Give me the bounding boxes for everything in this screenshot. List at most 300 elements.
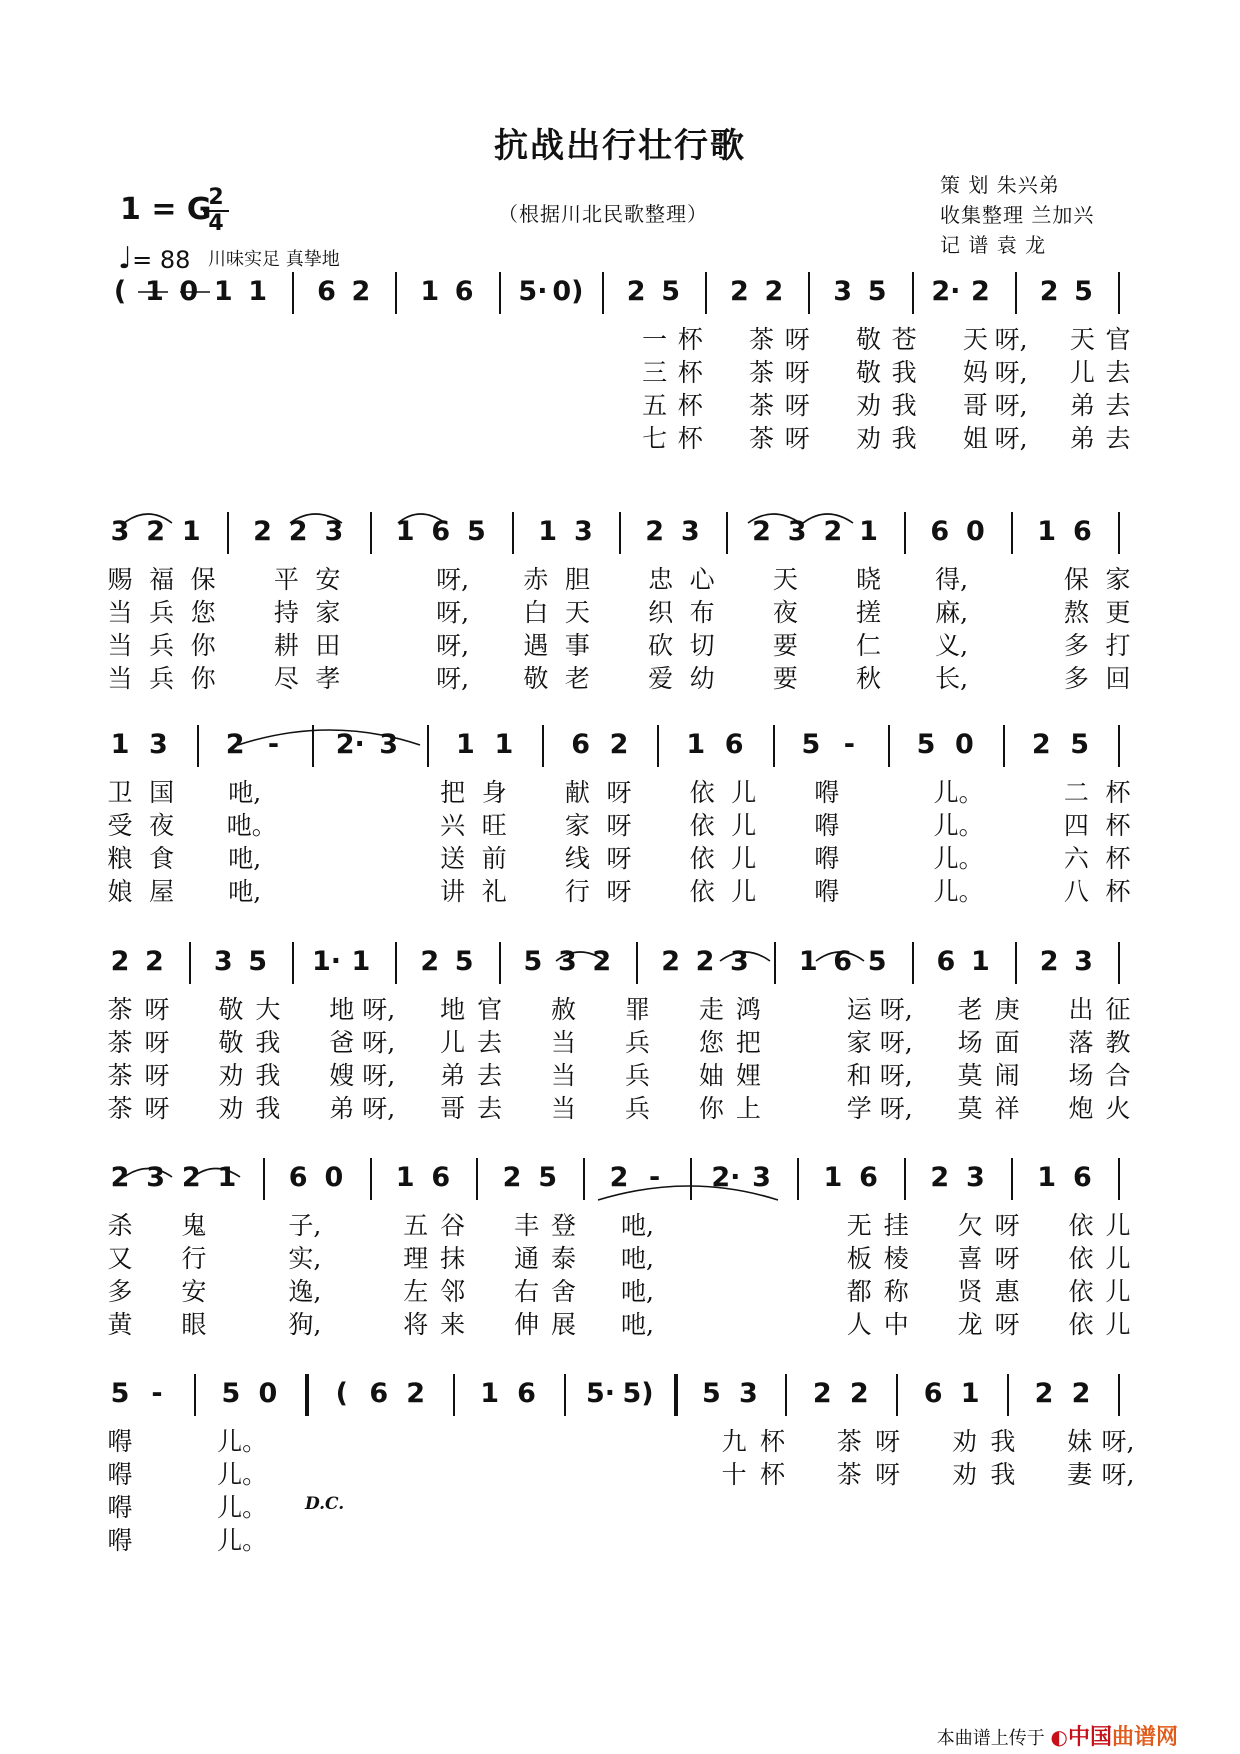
note: 1· xyxy=(311,946,341,977)
lyric-syllable: 粮 xyxy=(107,844,133,873)
lyric-syllable: 儿。 xyxy=(217,1427,268,1456)
footer-text: 本曲谱上传于 xyxy=(936,1728,1045,1749)
lyric-syllable: 把 xyxy=(440,778,466,807)
lyric-syllable: 苍 xyxy=(891,325,917,354)
lyric-syllable: 祥 xyxy=(994,1094,1020,1123)
note: 2· xyxy=(711,1162,741,1193)
lyric-syllable: 去 xyxy=(1105,358,1131,387)
lyric-syllable: 幼 xyxy=(689,664,715,693)
lyric-syllable: 嘚 xyxy=(814,877,840,906)
lyric-syllable: 呀, xyxy=(362,995,396,1024)
note: 2 xyxy=(592,946,612,977)
lyric-syllable: 去 xyxy=(477,1061,503,1090)
lyric-syllable: 行 xyxy=(181,1244,207,1273)
note: 2 xyxy=(645,516,665,547)
lyric-syllable: 左 xyxy=(403,1277,429,1306)
note: 2 xyxy=(1031,729,1051,760)
lyric-syllable: 老 xyxy=(564,664,590,693)
lyric-syllable: 鸿 xyxy=(735,995,761,1024)
lyric-syllable: 你 xyxy=(190,631,216,660)
lyric-syllable: 黄 xyxy=(107,1310,133,1339)
note: 3 xyxy=(148,729,168,760)
note: 1 xyxy=(456,729,475,760)
note: 2· xyxy=(931,276,961,307)
note: 5 xyxy=(221,1378,241,1409)
lyric-syllable: 哥 xyxy=(440,1094,466,1123)
lyric-syllable: 呀 xyxy=(144,1061,170,1090)
slur xyxy=(124,1169,172,1178)
note: 1 xyxy=(110,729,130,760)
lyric-syllable: 五 xyxy=(642,391,668,420)
lyric-syllable: 呀, xyxy=(1101,1427,1135,1456)
lyric-syllable: 呀, xyxy=(879,1061,913,1090)
lyric-syllable: 搓 xyxy=(855,598,881,627)
subtitle: （根据川北民歌整理） xyxy=(498,202,708,226)
lyric-syllable: 麻, xyxy=(935,598,969,627)
note: 6 xyxy=(923,1378,943,1409)
note: 1 xyxy=(395,1162,415,1193)
lyric-syllable: 场 xyxy=(1068,1061,1094,1090)
lyric-syllable: 十 xyxy=(721,1460,747,1489)
lyric-syllable: 爱 xyxy=(648,664,674,693)
note: 1 xyxy=(823,1162,843,1193)
lyric-syllable: 呀, xyxy=(436,598,470,627)
lyric-syllable: 夜 xyxy=(149,811,175,840)
lyric-syllable: 闹 xyxy=(994,1061,1020,1090)
note: 2 xyxy=(730,276,749,307)
tie xyxy=(238,730,420,745)
lyric-syllable: 卫 xyxy=(107,778,133,807)
lyric-syllable: 贤 xyxy=(957,1277,983,1306)
lyric-syllable: 板 xyxy=(846,1244,872,1273)
lyric-syllable: 依 xyxy=(1068,1277,1094,1306)
note: 5 xyxy=(801,729,821,760)
lyric-syllable: 儿。 xyxy=(933,811,984,840)
lyric-syllable: 吔, xyxy=(228,844,262,873)
lyric-syllable: 呀, xyxy=(994,424,1028,453)
note: 6 xyxy=(431,1162,451,1193)
note: 2 xyxy=(609,729,629,760)
lyric-syllable: 呀, xyxy=(436,664,470,693)
lyric-syllable: 妹 xyxy=(1067,1427,1093,1456)
lyric-syllable: 儿 xyxy=(1105,1211,1131,1240)
lyric-syllable: 仁 xyxy=(855,631,881,660)
lyric-syllable: 莫 xyxy=(957,1094,983,1123)
lyric-syllable: 欠 xyxy=(957,1211,983,1240)
lyric-syllable: 依 xyxy=(1068,1211,1094,1240)
lyric-syllable: 弟 xyxy=(1069,424,1095,453)
lyric-syllable: 炮 xyxy=(1068,1094,1094,1123)
lyric-syllable: 熬 xyxy=(1063,598,1089,627)
lyric-syllable: 多 xyxy=(1063,664,1089,693)
note: 5· xyxy=(585,1378,616,1409)
note: 1 xyxy=(798,946,818,977)
note: 2 xyxy=(752,516,771,547)
lyric-syllable: 七 xyxy=(642,424,668,453)
note: 2 xyxy=(351,276,371,307)
lyric-syllable: 呀 xyxy=(784,424,810,453)
lyric-syllable: 和 xyxy=(846,1061,872,1090)
lyric-syllable: 呀, xyxy=(879,1028,913,1057)
note: 6 xyxy=(833,946,853,977)
lyric-syllable: 当 xyxy=(551,1061,577,1090)
lyric-syllable: 呀, xyxy=(436,565,470,594)
note: 3 xyxy=(557,946,577,977)
lyric-syllable: 呀 xyxy=(994,1244,1020,1273)
lyric-syllable: 呀, xyxy=(994,325,1028,354)
lyric-syllable: 二 xyxy=(1063,778,1089,807)
lyric-syllable: 学 xyxy=(846,1094,872,1123)
expression-marking: 川味实足 真挚地 xyxy=(208,249,340,270)
lyric-syllable: 家 xyxy=(315,598,341,627)
lyric-syllable: 儿 xyxy=(731,877,757,906)
lyric-syllable: 去 xyxy=(1105,424,1131,453)
lyric-syllable: 老 xyxy=(957,995,983,1024)
lyric-syllable: 劝 xyxy=(855,391,881,420)
note: 3 xyxy=(573,516,593,547)
note: 0 xyxy=(324,1162,344,1193)
lyric-syllable: 要 xyxy=(772,664,798,693)
lyric-syllable: 儿。 xyxy=(933,877,984,906)
note: 6 xyxy=(1072,516,1092,547)
lyric-syllable: 当 xyxy=(107,631,133,660)
lyric-syllable: 惠 xyxy=(994,1277,1020,1306)
lyric-syllable: 呀, xyxy=(1101,1460,1135,1489)
lyric-syllable: 前 xyxy=(481,844,507,873)
slur xyxy=(290,514,342,523)
note: 6 xyxy=(317,276,336,307)
note: 6 xyxy=(936,946,956,977)
note: 5 xyxy=(1070,729,1089,760)
lyric-syllable: 伸 xyxy=(514,1310,540,1339)
lyric-syllable: 呀, xyxy=(994,391,1028,420)
lyric-syllable: 呀, xyxy=(362,1094,396,1123)
lyric-syllable: 杯 xyxy=(1105,811,1131,840)
lyric-syllable: 儿 xyxy=(440,1028,466,1057)
lyric-syllable: 保 xyxy=(1063,565,1089,594)
lyric-syllable: 送 xyxy=(440,844,466,873)
lyric-syllable: 茶 xyxy=(107,995,133,1024)
lyric-syllable: 您 xyxy=(698,1028,724,1057)
lyric-syllable: 将 xyxy=(403,1310,429,1339)
lyric-syllable: 晓 xyxy=(855,565,881,594)
note: 2 xyxy=(930,1162,950,1193)
lyric-syllable: 吔, xyxy=(228,877,262,906)
lyric-syllable: 呀 xyxy=(784,325,810,354)
lyric-syllable: 姐 xyxy=(962,424,988,453)
lyric-syllable: 国 xyxy=(149,778,175,807)
lyric-syllable: 安 xyxy=(181,1277,207,1306)
lyric-syllable: 孝 xyxy=(315,664,341,693)
lyric-syllable: 爸 xyxy=(329,1028,355,1057)
slur xyxy=(803,514,853,523)
lyric-syllable: 茶 xyxy=(749,424,775,453)
note: 6 xyxy=(517,1378,536,1409)
lyric-syllable: 白 xyxy=(523,598,549,627)
note: 2 xyxy=(110,1162,130,1193)
lyric-syllable: 吔, xyxy=(620,1244,654,1273)
lyric-syllable: 家 xyxy=(564,811,590,840)
lyric-syllable: 依 xyxy=(1068,1310,1094,1339)
credit-line: 记 谱 袁 龙 xyxy=(940,233,1047,257)
time-numerator: 2 xyxy=(208,185,224,210)
lyric-syllable: 茶 xyxy=(107,1028,133,1057)
lyric-syllable: 弟 xyxy=(440,1061,466,1090)
lyric-syllable: 杯 xyxy=(677,325,703,354)
note: 5 xyxy=(702,1378,721,1409)
lyric-syllable: 又 xyxy=(107,1244,133,1273)
note: 1 xyxy=(213,276,233,307)
lyric-syllable: 依 xyxy=(689,844,715,873)
note: 5) xyxy=(622,1378,654,1409)
credit-line: 策 划 朱兴弟 xyxy=(940,173,1060,197)
lyric-syllable: 心 xyxy=(689,565,715,594)
lyric-syllable: 我 xyxy=(255,1028,281,1057)
note: 0) xyxy=(552,276,584,307)
lyric-syllable: 妈 xyxy=(962,358,988,387)
lyric-syllable: 展 xyxy=(551,1310,577,1339)
lyric-syllable: 去 xyxy=(477,1094,503,1123)
lyric-syllable: 儿 xyxy=(1105,1244,1131,1273)
note: 2 xyxy=(1071,1378,1091,1409)
note: 6 xyxy=(454,276,474,307)
tempo-value: = 88 xyxy=(132,246,191,274)
lyric-syllable: 九 xyxy=(721,1427,747,1456)
lyric-syllable: 兵 xyxy=(149,631,175,660)
lyric-syllable: 邻 xyxy=(440,1277,466,1306)
site-logo-icon: ◐ xyxy=(1050,1725,1068,1749)
note: 1 xyxy=(859,516,878,547)
lyric-syllable: 儿 xyxy=(731,778,757,807)
lyric-syllable: 茶 xyxy=(749,325,775,354)
note: 6 xyxy=(288,1162,308,1193)
lyric-syllable: 呀, xyxy=(994,358,1028,387)
lyric-syllable: 我 xyxy=(891,424,917,453)
lyric-syllable: 事 xyxy=(564,631,590,660)
note: 1 xyxy=(395,516,415,547)
note: 2 xyxy=(1039,276,1059,307)
slur xyxy=(193,1169,240,1178)
note: 5 xyxy=(523,946,543,977)
lyric-syllable: 敬 xyxy=(855,325,881,354)
lyric-syllable: 儿。 xyxy=(217,1526,268,1555)
lyric-syllable: 敬 xyxy=(218,1028,244,1057)
lyric-syllable: 敬 xyxy=(855,358,881,387)
lyric-syllable: 杯 xyxy=(760,1460,786,1489)
lyric-syllable: 无 xyxy=(846,1211,872,1240)
lyric-syllable: 当 xyxy=(551,1028,577,1057)
note: 2 xyxy=(609,1162,629,1193)
lyric-syllable: 当 xyxy=(107,664,133,693)
lyric-syllable: 依 xyxy=(689,877,715,906)
lyric-syllable: 线 xyxy=(564,844,590,873)
lyric-syllable: 呀 xyxy=(144,1028,170,1057)
lyric-syllable: 抹 xyxy=(440,1244,466,1273)
note: 1 xyxy=(217,1162,237,1193)
lyric-syllable: 茶 xyxy=(107,1061,133,1090)
note: ( xyxy=(335,1378,348,1409)
lyric-syllable: 官 xyxy=(1105,325,1131,354)
lyric-syllable: 呀 xyxy=(994,1310,1020,1339)
lyric-syllable: 依 xyxy=(1068,1244,1094,1273)
lyric-syllable: 通 xyxy=(514,1244,540,1273)
lyric-syllable: 莫 xyxy=(957,1061,983,1090)
note: 2 xyxy=(823,516,843,547)
note: 2 xyxy=(288,516,308,547)
lyric-syllable: 儿。 xyxy=(217,1460,268,1489)
lyric-syllable: 儿。 xyxy=(933,844,984,873)
lyric-syllable: 呀 xyxy=(606,778,632,807)
lyric-syllable: 杯 xyxy=(677,358,703,387)
note: 2 xyxy=(626,276,646,307)
lyric-syllable: 茶 xyxy=(836,1427,862,1456)
note: 3 xyxy=(833,276,853,307)
lyric-syllable: 织 xyxy=(648,598,674,627)
lyric-syllable: 旺 xyxy=(481,811,507,840)
lyric-syllable: 吔, xyxy=(620,1211,654,1240)
note: 3 xyxy=(738,1378,758,1409)
lyric-syllable: 赐 xyxy=(107,565,133,594)
lyric-syllable: 呀 xyxy=(144,995,170,1024)
slur xyxy=(720,952,770,961)
note: 1 xyxy=(686,729,706,760)
lyric-syllable: 出 xyxy=(1068,995,1094,1024)
note: 2 xyxy=(420,946,440,977)
lyric-syllable: 家 xyxy=(846,1028,872,1057)
lyric-syllable: 杯 xyxy=(1105,778,1131,807)
lyric-syllable: 多 xyxy=(107,1277,133,1306)
lyric-syllable: 吔, xyxy=(620,1277,654,1306)
lyric-syllable: 龙 xyxy=(957,1310,983,1339)
lyric-syllable: 我 xyxy=(255,1061,281,1090)
lyric-syllable: 持 xyxy=(273,598,299,627)
lyric-syllable: 保 xyxy=(190,565,216,594)
note: - xyxy=(843,729,855,760)
note: 3 xyxy=(730,946,749,977)
lyric-syllable: 呀 xyxy=(875,1427,901,1456)
lyric-syllable: 要 xyxy=(772,631,798,660)
lyric-syllable: 茶 xyxy=(749,391,775,420)
lyric-syllable: 劝 xyxy=(951,1460,977,1489)
lyric-syllable: 呀 xyxy=(784,358,810,387)
lyric-syllable: 赤 xyxy=(523,565,549,594)
lyric-syllable: 狗, xyxy=(288,1310,322,1339)
lyric-syllable: 劝 xyxy=(855,424,881,453)
lyric-syllable: 登 xyxy=(551,1211,577,1240)
lyric-syllable: 忠 xyxy=(648,565,674,594)
note: 1 xyxy=(1037,516,1057,547)
lyric-syllable: 嘚 xyxy=(814,811,840,840)
lyric-syllable: 理 xyxy=(403,1244,429,1273)
note: 1 xyxy=(1037,1162,1057,1193)
note: - xyxy=(267,729,280,760)
lyric-syllable: 回 xyxy=(1105,664,1131,693)
note: 3 xyxy=(110,516,130,547)
note: 2 xyxy=(145,946,164,977)
lyric-syllable: 地 xyxy=(329,995,355,1024)
lyric-syllable: 呀 xyxy=(994,1211,1020,1240)
lyric-syllable: 兵 xyxy=(149,598,175,627)
lyric-syllable: 称 xyxy=(883,1277,909,1306)
note: 3 xyxy=(146,1162,166,1193)
lyric-syllable: 棱 xyxy=(883,1244,909,1273)
lyric-syllable: 大 xyxy=(255,995,281,1024)
lyric-syllable: 喜 xyxy=(957,1244,983,1273)
note: 1 xyxy=(420,276,440,307)
lyric-syllable: 切 xyxy=(689,631,715,660)
note: 2 xyxy=(661,946,680,977)
slur xyxy=(816,952,864,961)
note: ( xyxy=(113,276,127,307)
lyric-syllable: 落 xyxy=(1068,1028,1094,1057)
lyric-syllable: 吔。 xyxy=(226,811,277,840)
lyric-syllable: 当 xyxy=(107,598,133,627)
lyric-syllable: 福 xyxy=(149,565,175,594)
lyric-syllable: 呀, xyxy=(362,1061,396,1090)
lyric-syllable: 讲 xyxy=(440,877,466,906)
lyric-syllable: 屋 xyxy=(149,877,175,906)
lyric-syllable: 行 xyxy=(564,877,590,906)
note: - xyxy=(649,1162,661,1193)
lyric-syllable: 天 xyxy=(772,565,798,594)
note: 6 xyxy=(431,516,451,547)
lyric-syllable: 杯 xyxy=(1105,877,1131,906)
note: 3 xyxy=(966,1162,985,1193)
lyric-syllable: 娘 xyxy=(107,877,133,906)
note: 6 xyxy=(724,729,744,760)
lyric-syllable: 儿 xyxy=(731,844,757,873)
note: 3 xyxy=(379,729,399,760)
note: 3 xyxy=(752,1162,771,1193)
key-signature: 1 = G xyxy=(120,192,212,227)
lyric-syllable: 八 xyxy=(1063,877,1089,906)
lyric-syllable: 子, xyxy=(288,1211,322,1240)
lyric-syllable: 娌 xyxy=(735,1061,761,1090)
lyric-syllable: 儿 xyxy=(1105,1310,1131,1339)
lyric-syllable: 罪 xyxy=(624,995,650,1024)
lyric-syllable: 茶 xyxy=(749,358,775,387)
lyric-syllable: 当 xyxy=(551,1094,577,1123)
lyric-syllable: 合 xyxy=(1105,1061,1131,1090)
note: 1 xyxy=(538,516,558,547)
note: 6 xyxy=(369,1378,389,1409)
brand-name-2: 曲谱网 xyxy=(1111,1725,1178,1750)
note: 3 xyxy=(324,516,344,547)
lyric-syllable: 您 xyxy=(190,598,216,627)
lyric-syllable: 田 xyxy=(315,631,341,660)
song-title: 抗战出行壮行歌 xyxy=(494,126,746,166)
lyric-syllable: 家 xyxy=(1105,565,1131,594)
lyric-syllable: 布 xyxy=(689,598,715,627)
lyric-syllable: 弟 xyxy=(1069,391,1095,420)
lyric-syllable: 遇 xyxy=(523,631,549,660)
note: 2 xyxy=(1034,1378,1054,1409)
lyric-syllable: 嫂 xyxy=(329,1061,355,1090)
lyric-syllable: 得, xyxy=(935,565,969,594)
credit-line: 收集整理 兰加兴 xyxy=(940,203,1095,227)
note: 1 xyxy=(960,1378,980,1409)
lyric-syllable: 儿 xyxy=(731,811,757,840)
lyric-syllable: 中 xyxy=(883,1310,909,1339)
note: 2 xyxy=(146,516,166,547)
lyric-syllable: 劝 xyxy=(218,1094,244,1123)
lyric-syllable: 嘚 xyxy=(107,1427,133,1456)
lyric-syllable: 四 xyxy=(1063,811,1089,840)
lyric-syllable: 征 xyxy=(1105,995,1131,1024)
lyric-syllable: 我 xyxy=(255,1094,281,1123)
lyric-syllable: 三 xyxy=(642,358,668,387)
note: 5 xyxy=(454,946,474,977)
